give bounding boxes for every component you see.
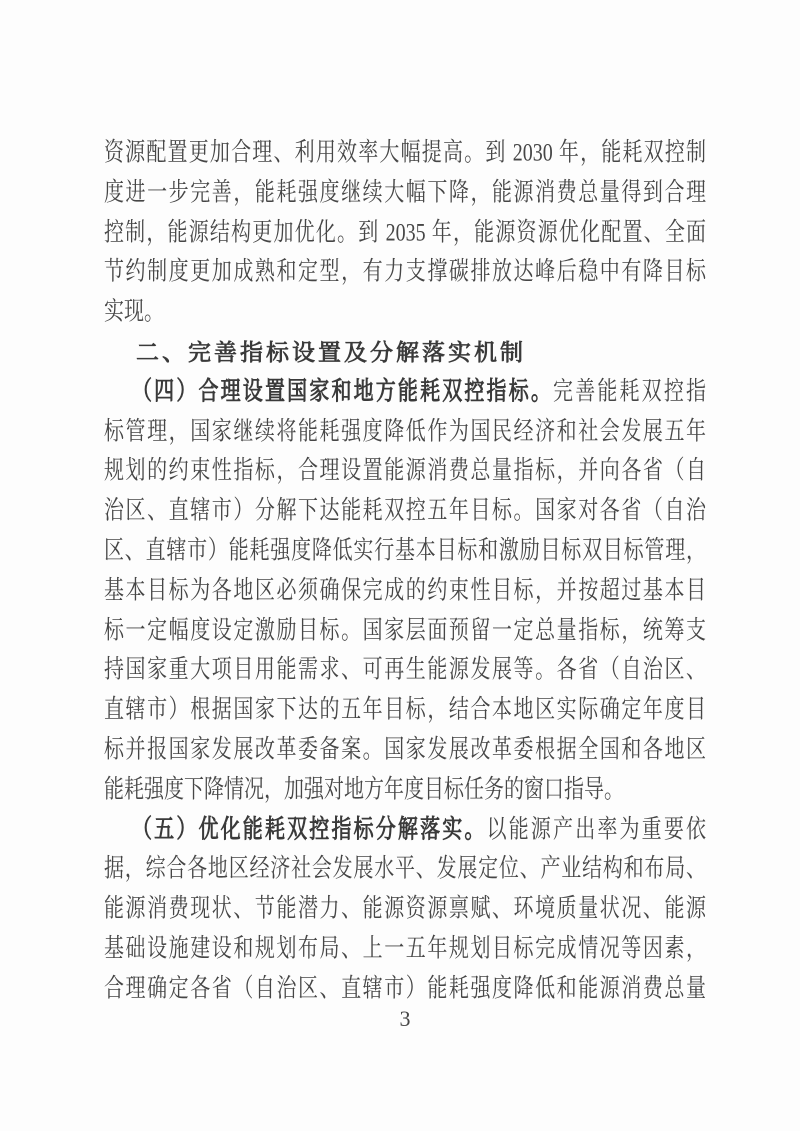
text-segment: 规划的约束性指标，合理设置能源消费总量指标，并向各省（自: [104, 457, 706, 486]
text-segment: 标管理，国家继续将能耗强度降低作为国民经济和社会发展五年: [104, 417, 706, 446]
text-segment: 以能源产出率为重要依: [486, 815, 706, 844]
section-heading: 二、完善指标设置及分解落实机制: [136, 338, 526, 365]
text-segment: （五）优化能耗双控指标分解落实。: [132, 815, 487, 844]
text-segment: 直辖市）根据国家下达的五年目标，结合本地区实际确定年度目: [104, 695, 706, 724]
text-block: [104, 134, 706, 1010]
text-segment: 合理确定各省（自治区、直辖市）能耗强度降低和能源消费总量: [104, 974, 706, 1003]
text-segment: 区、直辖市）能耗强度降低实行基本目标和激励目标双目标管理，: [104, 536, 706, 565]
text-segment: 资源配置更加合理、利用效率大幅提高。到 2030 年，能耗双控制: [104, 138, 706, 167]
text-segment: 度进一步完善，能耗强度继续大幅下降，能源消费总量得到合理: [104, 178, 706, 207]
text-segment: 能耗强度下降情况，加强对地方年度目标任务的窗口指导。: [104, 775, 624, 804]
text-segment: 基本目标为各地区必须确保完成的约束性目标，并按超过基本目: [104, 576, 706, 605]
text-segment: 持国家重大项目用能需求、可再生能源发展等。各省（自治区、: [104, 656, 706, 685]
text-segment: 实现。: [104, 297, 164, 327]
text-segment: （四）合理设置国家和地方能耗双控指标。: [132, 377, 554, 406]
text-segment: 节约制度更加成熟和定型，有力支撑碳排放达峰后稳中有降目标: [104, 258, 706, 287]
text-segment: 完善能耗双控指: [553, 377, 706, 406]
text-line: [104, 288, 706, 339]
text-segment: 能源消费现状、节能潜力、能源资源禀赋、环境质量状况、能源: [104, 894, 706, 923]
text-segment: 标一定幅度设定激励目标。国家层面预留一定总量指标，统筹支: [104, 616, 706, 645]
text-segment: 控制，能源结构更加优化。到 2035 年，能源资源优化配置、全面: [104, 218, 706, 247]
text-segment: 基础设施建设和规划布局、上一五年规划目标完成情况等因素，: [104, 934, 706, 963]
text-segment: 据，综合各地区经济社会发展水平、发展定位、产业结构和布局、: [104, 855, 706, 884]
text-segment: 标并报国家发展改革委备案。国家发展改革委根据全国和各地区: [104, 735, 706, 764]
text-segment: 治区、直辖市）分解下达能耗双控五年目标。国家对各省（自治: [104, 496, 706, 526]
page-number: 3: [399, 1006, 411, 1031]
